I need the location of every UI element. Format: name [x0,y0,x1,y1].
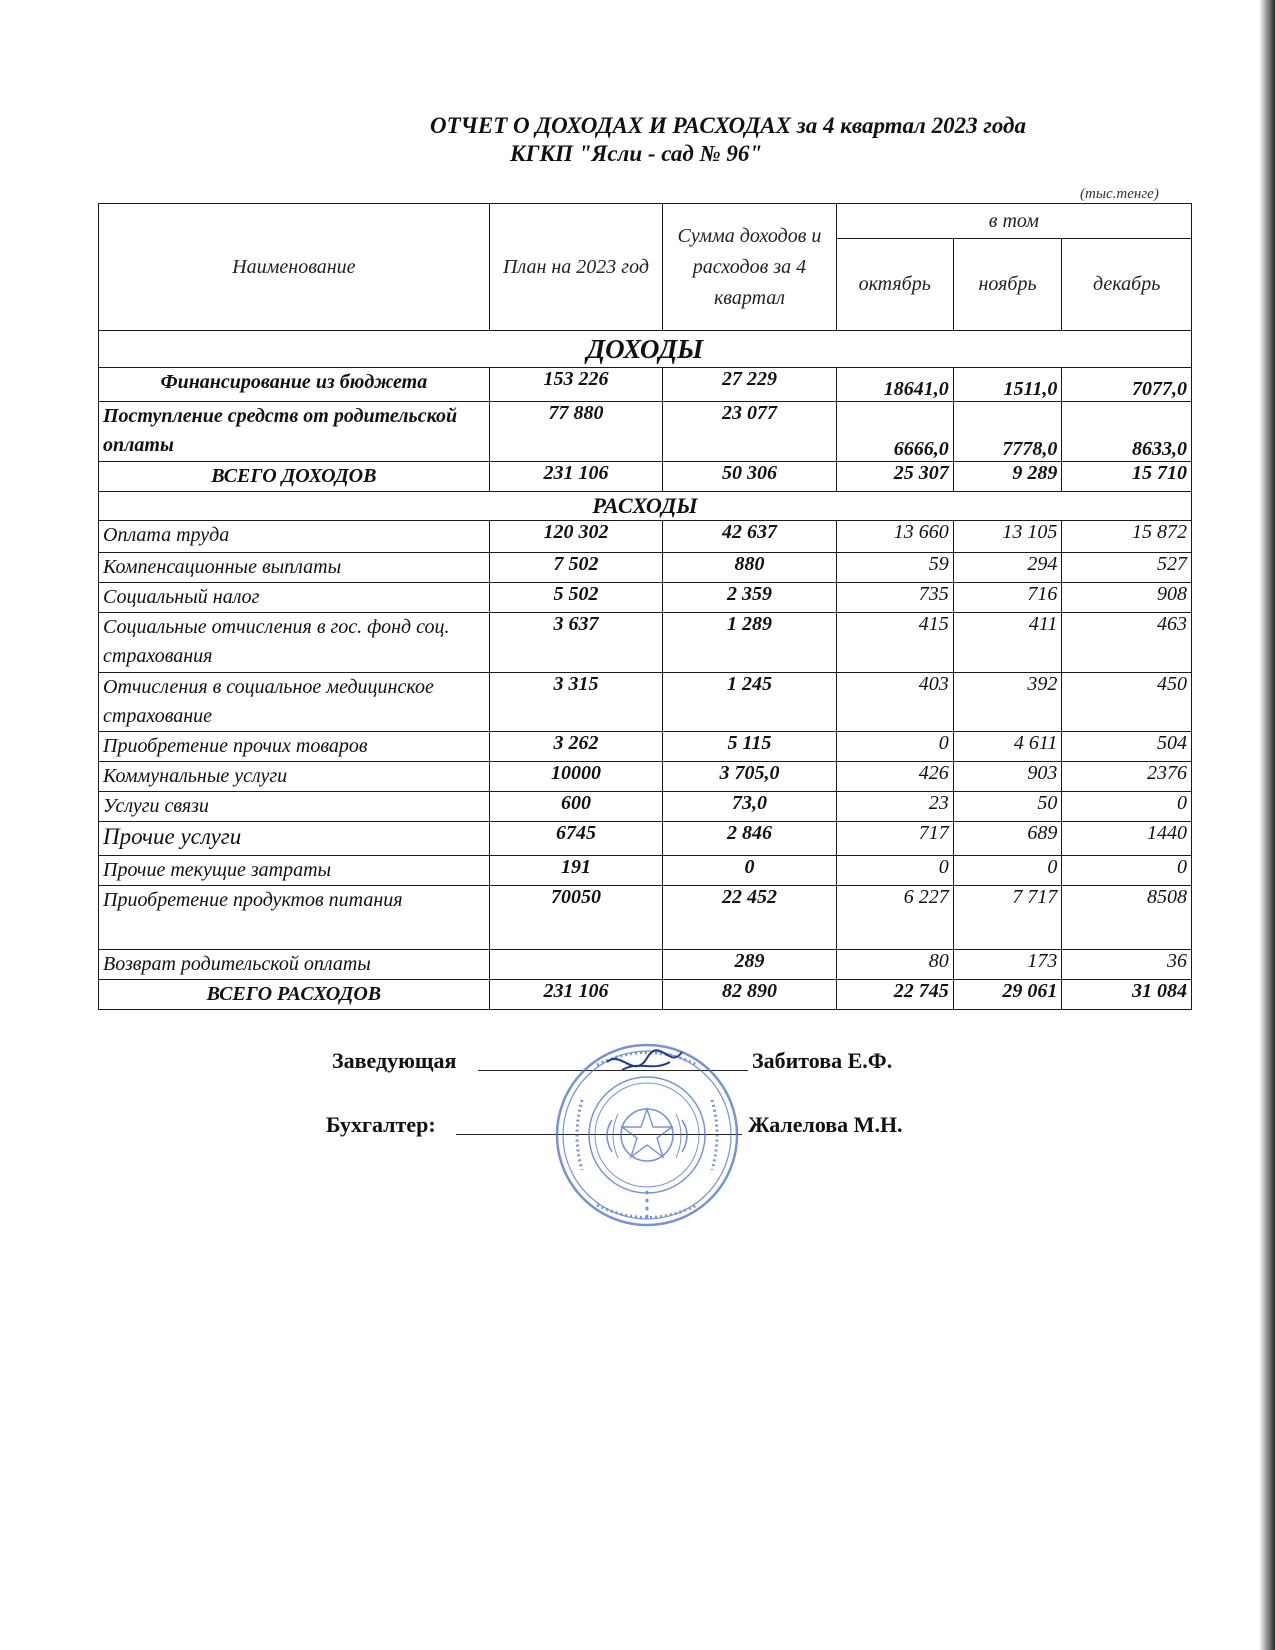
row-sum: 1 245 [663,673,836,732]
row-nov: 716 [953,583,1062,613]
row-nov: 392 [953,673,1062,732]
units-note: (тыс.тенге) [1080,186,1159,202]
header-month-oct: октябрь [836,239,953,331]
scan-edge-shadow [1259,0,1275,1650]
row-name: Поступление средств от родительской оплаты [99,402,490,462]
row-nov: 29 061 [953,980,1062,1010]
row-name: Возврат родительской оплаты [99,950,490,980]
row-nov: 903 [953,762,1062,792]
row-sum: 23 077 [663,402,836,462]
head-label: Заведующая [332,1048,457,1073]
table-row [99,368,1192,402]
table-row [99,673,1192,732]
accountant-label: Бухгалтер: [326,1112,436,1137]
row-dec: 463 [1062,613,1192,673]
row-oct: 13 660 [836,521,953,553]
row-nov: 0 [953,856,1062,886]
table-row [99,886,1192,950]
row-sum: 73,0 [663,792,836,822]
row-dec: 8508 [1062,886,1192,950]
table-row [99,402,1192,462]
row-plan: 3 315 [489,673,662,732]
row-dec: 31 084 [1062,980,1192,1010]
section-income: ДОХОДЫ [99,331,1192,368]
row-nov: 50 [953,792,1062,822]
table-row [99,553,1192,583]
header-plan: План на 2023 год [489,204,662,331]
row-name: Компенсационные выплаты [99,553,490,583]
row-plan: 600 [489,792,662,822]
accountant-name: Жалелова М.Н. [748,1112,903,1137]
table-row [99,583,1192,613]
row-oct: 0 [836,732,953,762]
row-sum: 0 [663,856,836,886]
row-oct: 0 [836,856,953,886]
row-plan: 70050 [489,886,662,950]
row-name: Прочие текущие затраты [99,856,490,886]
table-row [99,950,1192,980]
row-sum: 50 306 [663,462,836,492]
row-dec: 36 [1062,950,1192,980]
table-row [99,980,1192,1010]
row-oct: 18641,0 [836,368,953,402]
table-row [99,732,1192,762]
row-plan: 191 [489,856,662,886]
row-nov: 294 [953,553,1062,583]
table-row [99,762,1192,792]
row-nov: 411 [953,613,1062,673]
row-oct: 415 [836,613,953,673]
head-name: Забитова Е.Ф. [752,1048,893,1073]
row-sum: 289 [663,950,836,980]
header-name: Наименование [99,204,490,331]
row-nov: 1511,0 [953,368,1062,402]
header-month-dec: декабрь [1062,239,1192,331]
row-oct: 25 307 [836,462,953,492]
row-sum: 3 705,0 [663,762,836,792]
row-name: Приобретение продуктов питания [99,886,490,950]
row-plan: 3 637 [489,613,662,673]
row-plan: 153 226 [489,368,662,402]
row-oct: 22 745 [836,980,953,1010]
row-plan: 3 262 [489,732,662,762]
row-dec: 15 872 [1062,521,1192,553]
row-dec: 450 [1062,673,1192,732]
row-sum: 82 890 [663,980,836,1010]
row-dec: 527 [1062,553,1192,583]
table-row [99,822,1192,856]
row-name: Прочие услуги [99,822,490,856]
row-oct: 426 [836,762,953,792]
row-oct: 6666,0 [836,402,953,462]
section-expense: РАСХОДЫ [99,492,1192,521]
table-row [99,521,1192,553]
table-row [99,856,1192,886]
row-dec: 7077,0 [1062,368,1192,402]
table-row [99,462,1192,492]
row-nov: 173 [953,950,1062,980]
row-dec: 8633,0 [1062,402,1192,462]
row-oct: 6 227 [836,886,953,950]
row-dec: 908 [1062,583,1192,613]
row-nov: 7778,0 [953,402,1062,462]
row-oct: 80 [836,950,953,980]
row-sum: 2 846 [663,822,836,856]
header-month-nov: ноябрь [953,239,1062,331]
row-plan: 231 106 [489,462,662,492]
table-row [99,613,1192,673]
row-nov: 4 611 [953,732,1062,762]
row-plan: 10000 [489,762,662,792]
row-name: Социальные отчисления в гос. фонд соц. страхования [99,613,490,673]
official-seal-icon [552,1040,742,1230]
row-name: ВСЕГО РАСХОДОВ [99,980,490,1010]
row-name: Услуги связи [99,792,490,822]
row-nov: 9 289 [953,462,1062,492]
row-sum: 880 [663,553,836,583]
row-dec: 0 [1062,856,1192,886]
header-sum: Сумма доходов и расходов за 4 квартал [663,204,836,331]
row-oct: 403 [836,673,953,732]
row-sum: 27 229 [663,368,836,402]
row-dec: 15 710 [1062,462,1192,492]
row-oct: 23 [836,792,953,822]
row-oct: 717 [836,822,953,856]
row-name: Финансирование из бюджета [99,368,490,402]
row-nov: 689 [953,822,1062,856]
row-sum: 22 452 [663,886,836,950]
report-title-line1: ОТЧЕТ О ДОХОДАХ И РАСХОДАХ за 4 квартал 2023 года [430,113,1026,138]
header-including: в том [836,204,1191,239]
row-oct: 59 [836,553,953,583]
row-plan: 7 502 [489,553,662,583]
row-oct: 735 [836,583,953,613]
row-sum: 42 637 [663,521,836,553]
row-name: Оплата труда [99,521,490,553]
report-title-line2: КГКП "Ясли - сад № 96" [510,141,763,166]
row-plan [489,950,662,980]
row-nov: 13 105 [953,521,1062,553]
table-row [99,792,1192,822]
row-sum: 2 359 [663,583,836,613]
row-sum: 5 115 [663,732,836,762]
row-name: Приобретение прочих товаров [99,732,490,762]
row-name: Отчисления в социальное медицинское страхование [99,673,490,732]
row-plan: 77 880 [489,402,662,462]
row-dec: 2376 [1062,762,1192,792]
row-dec: 0 [1062,792,1192,822]
row-name: Коммунальные услуги [99,762,490,792]
row-plan: 120 302 [489,521,662,553]
row-name: ВСЕГО ДОХОДОВ [99,462,490,492]
row-plan: 6745 [489,822,662,856]
report-table [98,203,1192,1010]
row-plan: 5 502 [489,583,662,613]
row-nov: 7 717 [953,886,1062,950]
row-plan: 231 106 [489,980,662,1010]
row-sum: 1 289 [663,613,836,673]
row-name: Социальный налог [99,583,490,613]
row-dec: 1440 [1062,822,1192,856]
row-dec: 504 [1062,732,1192,762]
